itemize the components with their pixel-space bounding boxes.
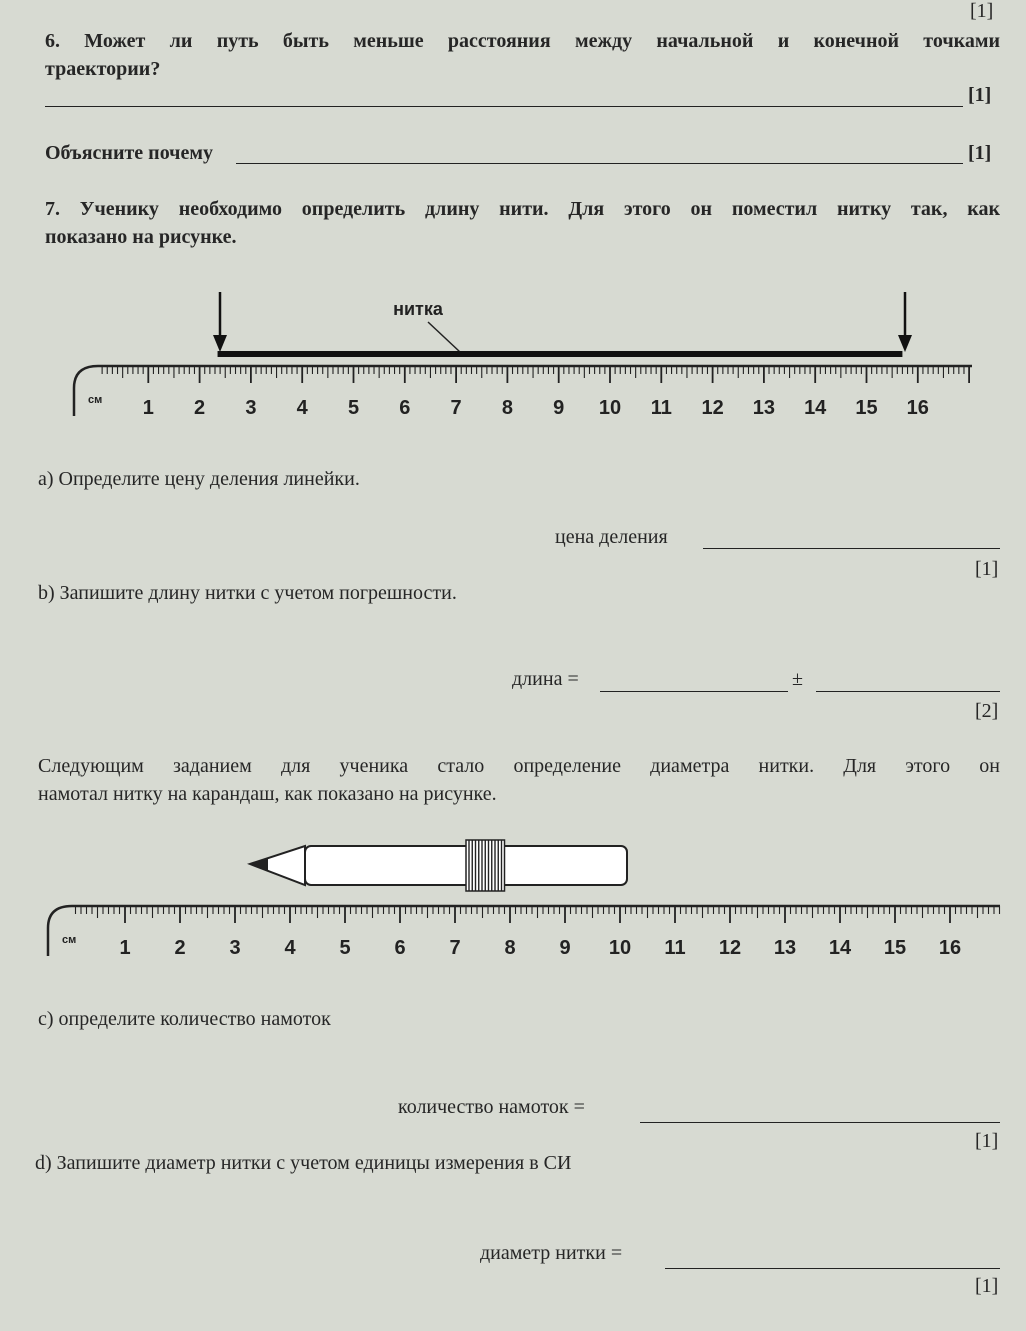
q7d-question: d) Запишите диаметр нитки с учетом единицы измерения в СИ xyxy=(35,1152,572,1174)
ruler1-tick-label: 9 xyxy=(553,397,565,419)
ruler-1 xyxy=(74,366,972,419)
q7a-question: a) Определите цену деления линейки. xyxy=(38,468,360,490)
ruler1-tick-label: 8 xyxy=(501,397,513,419)
q7a-answer-label: цена деления xyxy=(555,526,668,548)
ruler-2 xyxy=(48,906,1000,959)
ruler-figure-1 xyxy=(0,280,1026,430)
ruler2-tick-label: 11 xyxy=(664,937,686,959)
ruler1-tick-label: 2 xyxy=(194,397,206,419)
q6-text-line2: траектории? xyxy=(45,58,161,80)
q7-intro-line1: Следующим заданием для ученика стало определение диаметра нитки. Для этого он xyxy=(38,755,1000,777)
ruler2-tick-label: 6 xyxy=(394,937,406,959)
ruler1-tick-label: 11 xyxy=(650,397,672,419)
ruler2-unit-label: см xyxy=(62,934,77,946)
q6-explain-label: Объясните почему xyxy=(45,142,213,164)
q7a-mark: [1] xyxy=(975,558,999,580)
ruler1-tick-label: 7 xyxy=(450,397,462,419)
q7b-error-line[interactable] xyxy=(816,691,1000,692)
q7-text-line1: 7. Ученику необходимо определить длину нити. Для этого он поместил нитку так, как xyxy=(45,198,1000,220)
q7c-mark: [1] xyxy=(975,1130,999,1152)
ruler1-tick-label: 4 xyxy=(296,397,308,419)
q7c-question: c) определите количество намоток xyxy=(38,1008,331,1030)
ruler1-tick-label: 6 xyxy=(399,397,411,419)
ruler2-tick-label: 3 xyxy=(229,937,241,959)
ruler1-unit-label: см xyxy=(88,394,103,406)
q7d-mark: [1] xyxy=(975,1275,999,1297)
ruler1-tick-label: 13 xyxy=(752,397,776,419)
pencil-lead xyxy=(250,858,268,871)
q7b-mark: [2] xyxy=(975,700,999,722)
q6-mark: [1] xyxy=(968,84,992,106)
q7b-plus-minus: ± xyxy=(792,668,803,690)
pencil xyxy=(250,846,627,885)
ruler1-tick-label: 1 xyxy=(142,397,154,419)
ruler2-tick-label: 13 xyxy=(773,937,797,959)
q7d-answer-label: диаметр нитки = xyxy=(480,1242,623,1264)
ruler2-tick-label: 2 xyxy=(174,937,186,959)
q7c-answer-line[interactable] xyxy=(640,1122,1000,1123)
q7b-question: b) Запишите длину нитки с учетом погрешности. xyxy=(38,582,457,604)
ruler-figure-2 xyxy=(0,830,1026,980)
q7c-answer-label: количество намоток = xyxy=(398,1096,585,1118)
q7b-value-line[interactable] xyxy=(600,691,788,692)
q6-text-line1: 6. Может ли путь быть меньше расстояния между начальной и конечной точками xyxy=(45,30,1000,52)
ruler1-tick-label: 16 xyxy=(906,397,929,419)
q7-intro-line2: намотал нитку на карандаш, как показано на рисунке. xyxy=(38,783,497,805)
ruler2-tick-label: 15 xyxy=(883,937,907,959)
ruler2-tick-label: 1 xyxy=(119,937,131,959)
ruler2-tick-label: 7 xyxy=(449,937,461,959)
ruler1-tick-label: 14 xyxy=(804,397,827,419)
q7a-answer-line[interactable] xyxy=(703,548,1000,549)
ruler2-tick-label: 10 xyxy=(608,937,632,959)
ruler1-tick-label: 10 xyxy=(598,397,622,419)
ruler2-tick-label: 4 xyxy=(284,937,296,959)
thread-coils xyxy=(466,840,505,891)
q6-explain-mark: [1] xyxy=(968,142,992,164)
thread-end-arrow-head xyxy=(898,335,912,352)
ruler2-tick-label: 9 xyxy=(559,937,571,959)
ruler1-tick-label: 15 xyxy=(855,397,878,419)
q7d-answer-line[interactable] xyxy=(665,1268,1000,1269)
ruler2-tick-label: 8 xyxy=(504,937,516,959)
ruler2-tick-label: 16 xyxy=(938,937,962,959)
q6-explain-line[interactable] xyxy=(236,163,963,164)
ruler2-tick-label: 5 xyxy=(339,937,351,959)
ruler2-tick-label: 14 xyxy=(828,937,852,959)
thread-label: нитка xyxy=(393,299,443,319)
ruler1-tick-label: 12 xyxy=(701,397,724,419)
q7b-answer-label: длина = xyxy=(512,668,579,690)
thread-start-arrow-head xyxy=(213,335,227,352)
marks-label: [1] xyxy=(970,0,994,22)
thread-label-pointer xyxy=(428,322,460,352)
q6-answer-line[interactable] xyxy=(45,106,963,107)
q7-text-line2: показано на рисунке. xyxy=(45,226,237,248)
ruler1-tick-label: 5 xyxy=(347,397,360,419)
ruler1-tick-label: 3 xyxy=(245,397,257,419)
ruler2-tick-label: 12 xyxy=(718,937,742,959)
